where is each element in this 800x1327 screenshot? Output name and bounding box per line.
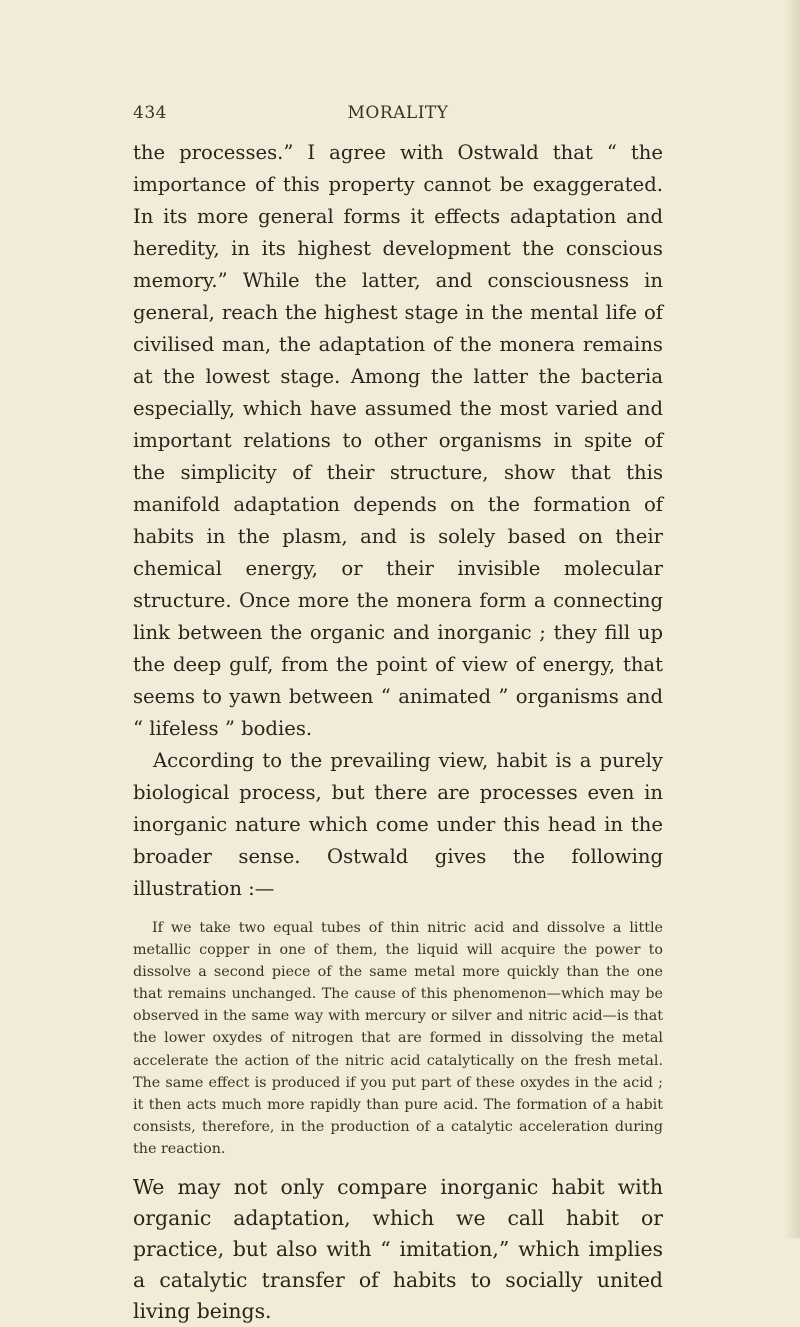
paragraph-1: the processes.” I agree with Ostwald that “ the importance of this property cannot be exaggerated. In its more general forms it effects adaptation and heredity, in its highest development the conscious memory.” While the latter, and consciousness in general, reach the highest stage in the mental life of civilised man, the adaptation of the monera remains at the lowest stage. Among the latter the bacteria especially, which have assumed the most varied and important relations to other organisms in spite of the simplicity of their structure, show that this manifold adaptation depends on the formation of habits in the plasm, and is solely based on their chemical energy, or their invisible molecular structure. Once more the monera form a connecting link between the organic and inorganic ; they fill up the deep gulf, from the point of view of energy, that seems to yawn between “ animated ” organisms and “ lifeless ” bodies. [133,141,663,740]
block-quotation: If we take two equal tubes of thin nitric acid and dissolve a little metallic copper in one of them, the liquid will acquire the power to dissolve a second piece of the same metal more quickly than the one that remains unchanged. The cause of this phenomenon—which may be observed in the same way with mercury or silver and nitric acid—is that the lower oxydes of nitrogen that are formed in dissolving the metal accelerate the action of the nitric acid catalytically on the fresh metal. The same effect is produced if you put part of these oxydes in the acid ; it then acts much more rapidly than pure acid. The formation of a habit consists, therefore, in the production of a catalytic acceleration during the reaction. [133,920,663,1157]
paragraph-2: According to the prevailing view, habit is a purely biological process, but there are processes even in inorganic nature which come under this head in the broader sense. Ostwald gives the following illustration :— [133,749,663,900]
running-title: MORALITY [347,103,449,123]
running-header [133,103,663,125]
paragraph-3: We may not only compare inorganic habit with organic adaptation, which we call habit or practice, but also with “ imitation,” which implies a catalytic transfer of habits to socially united living beings. [133,1175,663,1324]
body-text [133,137,663,1327]
page-edge-shadow [784,0,800,1238]
page-number: 434 [133,103,167,123]
